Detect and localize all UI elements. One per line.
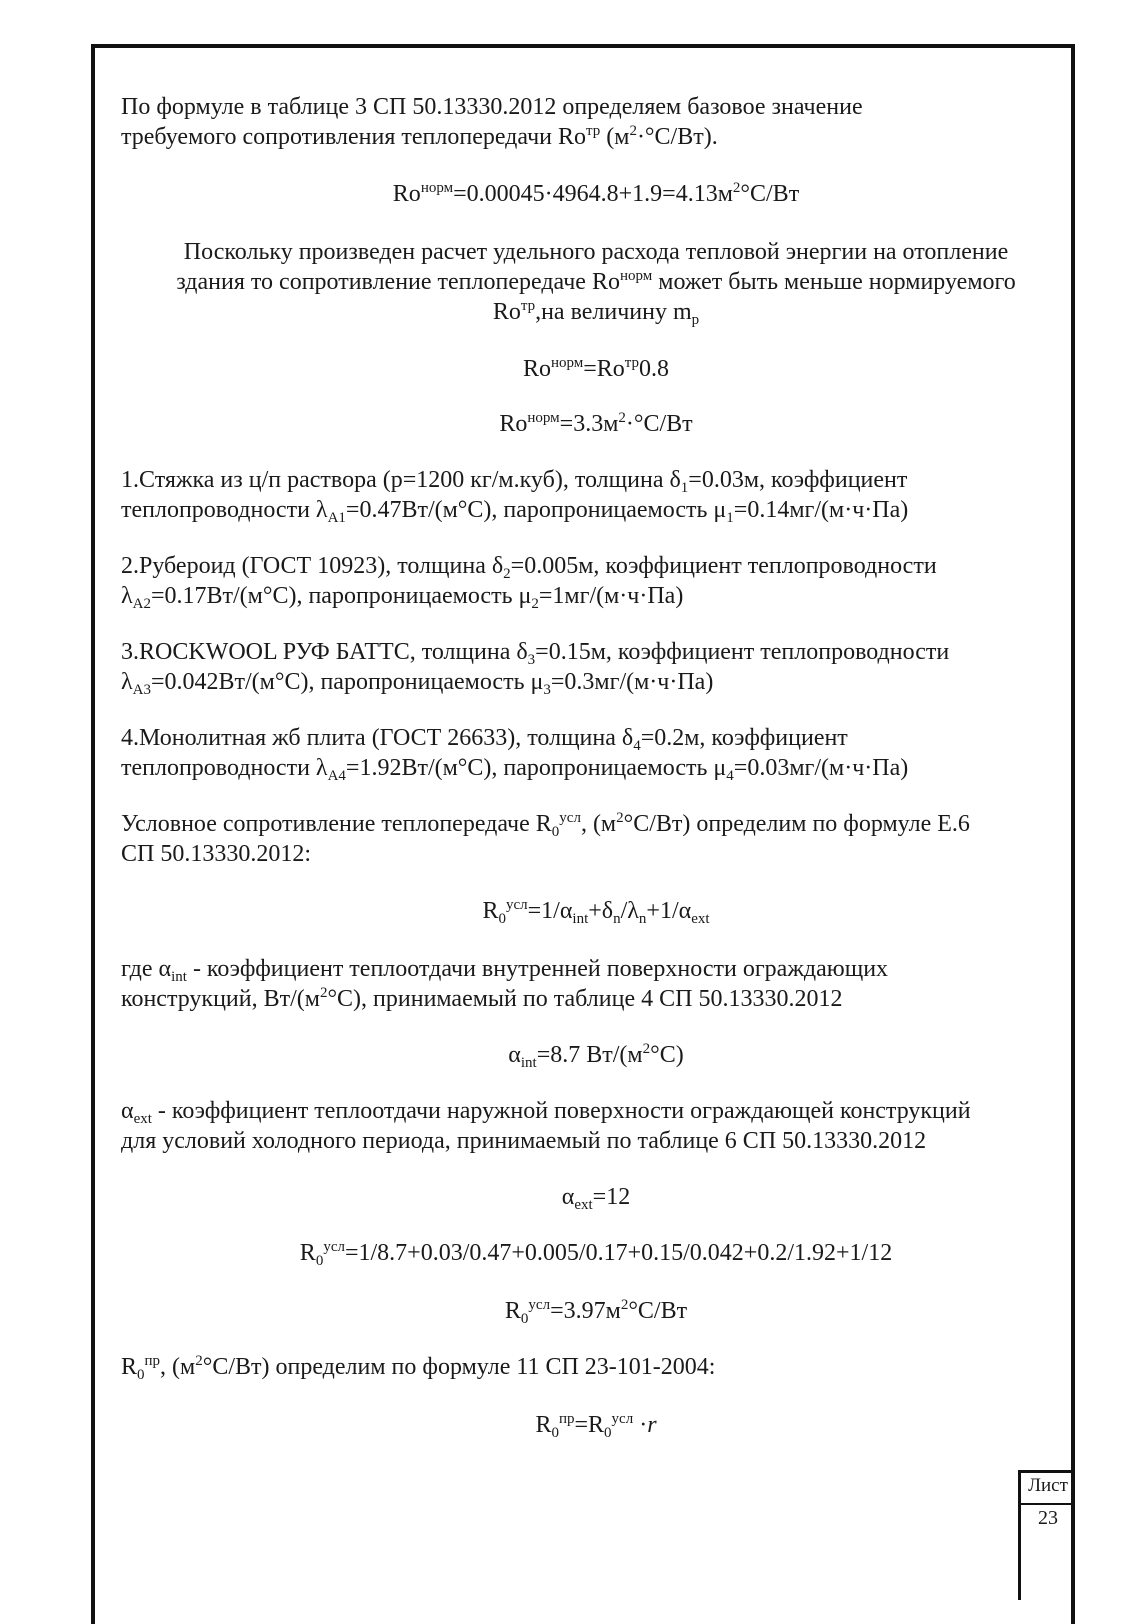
paragraph-conditional-resistance: Условное сопротивление теплопередаче $R_0^{усл}$, $(м^2^\circ С/Вт)$ определим по формуле Е.6 СП 50.13330.2012:: [121, 810, 970, 867]
equation-alpha-int: $\alpha_{int}=8.7$ $Вт/(м^2^\circ С)$: [508, 1041, 684, 1071]
layer-item-1: 1.Стяжка из ц/п раствора (p=1200 кг/м.куб), толщина $\delta_1=0.03м$, коэффициент теплопроводности $\lambda_{A1}=0.47Вт/(м^\circ С)$, паропроницаемость $\mu_1=0.14мг/(м\cdot ч\cdot Па)$: [121, 467, 909, 526]
equation-ro-norm-calc: $Ro^{норм}=0.00045\cdot 4964.8+1.9=4.13м^2^\circ С/Вт$: [392, 180, 800, 207]
sheet-number-stamp: [1018, 1470, 1075, 1600]
equation-r0-formula: $R_0^{усл}=1/\alpha_{int}+\delta_n/\lambda_n+1/\alpha_{ext}$: [482, 897, 710, 927]
layer-item-3: 3.ROCKWOOL РУФ БАТТС, толщина $\delta_3=0.15м$, коэффициент теплопроводности $\lambda_{A3}=0.042Вт/(м^\circ С)$, паропроницаемость $\mu_3=0.3мг/(м\cdot ч\cdot Па)$: [121, 639, 950, 698]
sheet-label: Лист: [1028, 1475, 1068, 1496]
paragraph-reduction: Поскольку произведен расчет удельного расхода тепловой энергии на отопление здания то сопротивление теплопередаче $Ro^{норм}$ может быть меньше нормируемого $Ro^{тр},на$ величину $m_p$: [176, 239, 1016, 328]
paragraph-base-value: По формуле в таблице 3 СП 50.13330.2012 определяем базовое значение требуемого сопротивления теплопередачи $Ro^{тр}$ $(м^2\cdot^\circ С/Вт)$.: [121, 94, 863, 150]
sheet-number: 23: [1038, 1507, 1058, 1529]
paragraph-alpha-int: где $\alpha_{int}$ - коэффициент теплоотдачи внутренней поверхности ограждающих конструкций, $Вт/(м^2^\circ С)$, принимаемый по таблице 4 СП 50.13330.2012: [121, 956, 889, 1012]
paragraph-reduced-resistance: $R_0^{пр}$, $(м^2^\circ С/Вт)$ определим по формуле 11 СП 23-101-2004:: [121, 1353, 716, 1383]
equation-ro-norm-result: $Ro^{норм}=3.3м^2\cdot^\circ С/Вт$: [499, 410, 693, 437]
equation-r0-result: $R_0^{усл}=3.97м^2^\circ С/Вт$: [504, 1297, 688, 1327]
equation-r0-substituted: $R_0^{усл}=1/8.7+0.03/0.47+0.005/0.17+0.15/0.042+0.2/1.92+1/12$: [299, 1239, 893, 1269]
paragraph-alpha-ext: $\alpha_{ext}$ - коэффициент теплоотдачи наружной поверхности ограждающей конструкций для условий холодного периода, принимаемый по таблице 6 СП 50.13330.2012: [121, 1098, 971, 1154]
document-body: [121, 90, 1071, 1440]
layer-item-2: 2.Рубероид (ГОСТ 10923), толщина $\delta_2=0.005м$, коэффициент теплопроводности $\lambda_{A2}=0.17Вт/(м^\circ С)$, паропроницаемость $\mu_2=1мг/(м\cdot ч\cdot Па)$: [121, 553, 937, 612]
equation-alpha-ext: $\alpha_{ext}=12$: [561, 1184, 631, 1213]
equation-r0-reduced: $R_0^{пр}=R_0^{усл} \cdot r$: [535, 1411, 657, 1441]
layer-item-4: 4.Монолитная жб плита (ГОСТ 26633), толщина $\delta_4=0.2м$, коэффициент теплопроводности $\lambda_{A4}=1.92Вт/(м^\circ С)$, паропроницаемость $\mu_4=0.03мг/(м\cdot ч\cdot Па)$: [121, 725, 909, 784]
equation-ro-norm-factor: $Ro^{норм}=Ro^{тр}0.8$: [522, 355, 670, 382]
stamp-divider: [1021, 1503, 1075, 1505]
